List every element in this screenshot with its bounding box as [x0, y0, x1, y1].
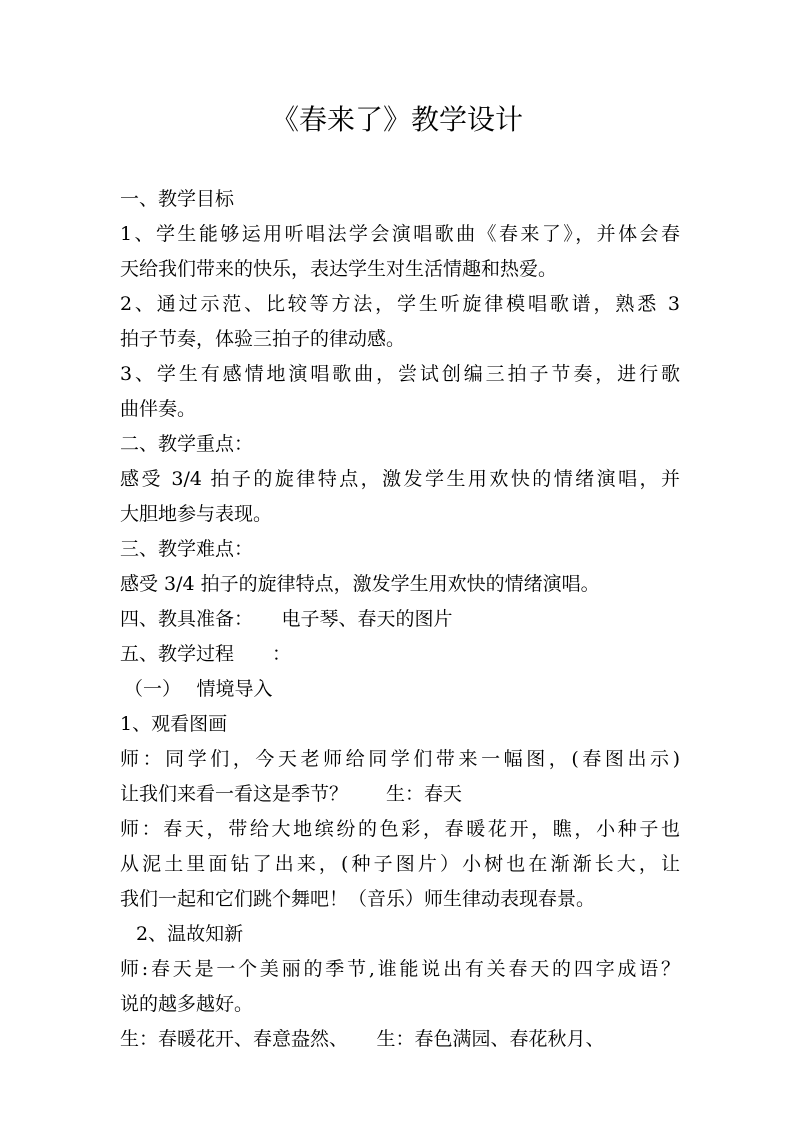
section-heading-difficulties: 三、教学难点：: [120, 538, 254, 560]
paragraph-line: 感受 3/4 拍子的旋律特点，激发学生用欢快的情绪演唱，并: [120, 468, 680, 490]
paragraph-line: 3、学生有感情地演唱歌曲，尝试创编三拍子节奏，进行歌: [120, 363, 680, 385]
paragraph-line: 从泥土里面钻了出来，(种子图片）小树也在渐渐长大，让: [120, 853, 680, 875]
paragraph-line: 师:春天是一个美丽的季节,谁能说出有关春天的四字成语？: [120, 958, 680, 980]
paragraph-line: 天给我们带来的快乐，表达学生对生活情趣和热爱。: [120, 258, 558, 280]
paragraph-line: 师：同学们，今天老师给同学们带来一幅图，(春图出示): [120, 748, 680, 770]
paragraph-line: 我们一起和它们跳个舞吧！（音乐）师生律动表现春景。: [120, 888, 596, 910]
section-heading-process: 五、教学过程 ：: [120, 643, 292, 665]
paragraph-line: 说的越多越好。: [120, 993, 254, 1015]
section-heading-objectives: 一、教学目标: [120, 188, 235, 210]
paragraph-line: 曲伴奏。: [120, 398, 197, 420]
paragraph-line: 1、学生能够运用听唱法学会演唱歌曲《春来了》，并体会春: [120, 223, 680, 245]
paragraph-line: 生：春暖花开、春意盎然、 生：春色满园、春花秋月、: [120, 1028, 605, 1050]
document-title: 《春来了》教学设计: [270, 103, 523, 136]
document-body: [120, 184, 680, 1055]
subsection-heading: （一） 情境导入: [124, 678, 273, 700]
paragraph-line: 拍子节奏，体验三拍子的律动感。: [120, 328, 406, 350]
paragraph-line: 大胆地参与表现。: [120, 503, 273, 525]
paragraph-line: 让我们来看一看这是季节？ 生：春天: [120, 783, 463, 805]
paragraph-line: 感受 3/4 拍子的旋律特点，激发学生用欢快的情绪演唱。: [120, 573, 600, 595]
section-heading-key-points: 二、教学重点：: [120, 433, 254, 455]
step-heading: 1、观看图画: [120, 713, 228, 735]
paragraph-line: 2、通过示范、比较等方法，学生听旋律模唱歌谱，熟悉 3: [120, 293, 680, 315]
section-heading-materials: 四、教具准备： 电子琴、春天的图片: [120, 608, 453, 630]
step-heading: 2、温故知新: [136, 923, 244, 945]
paragraph-line: 师：春天，带给大地缤纷的色彩，春暖花开，瞧，小种子也: [120, 818, 680, 840]
